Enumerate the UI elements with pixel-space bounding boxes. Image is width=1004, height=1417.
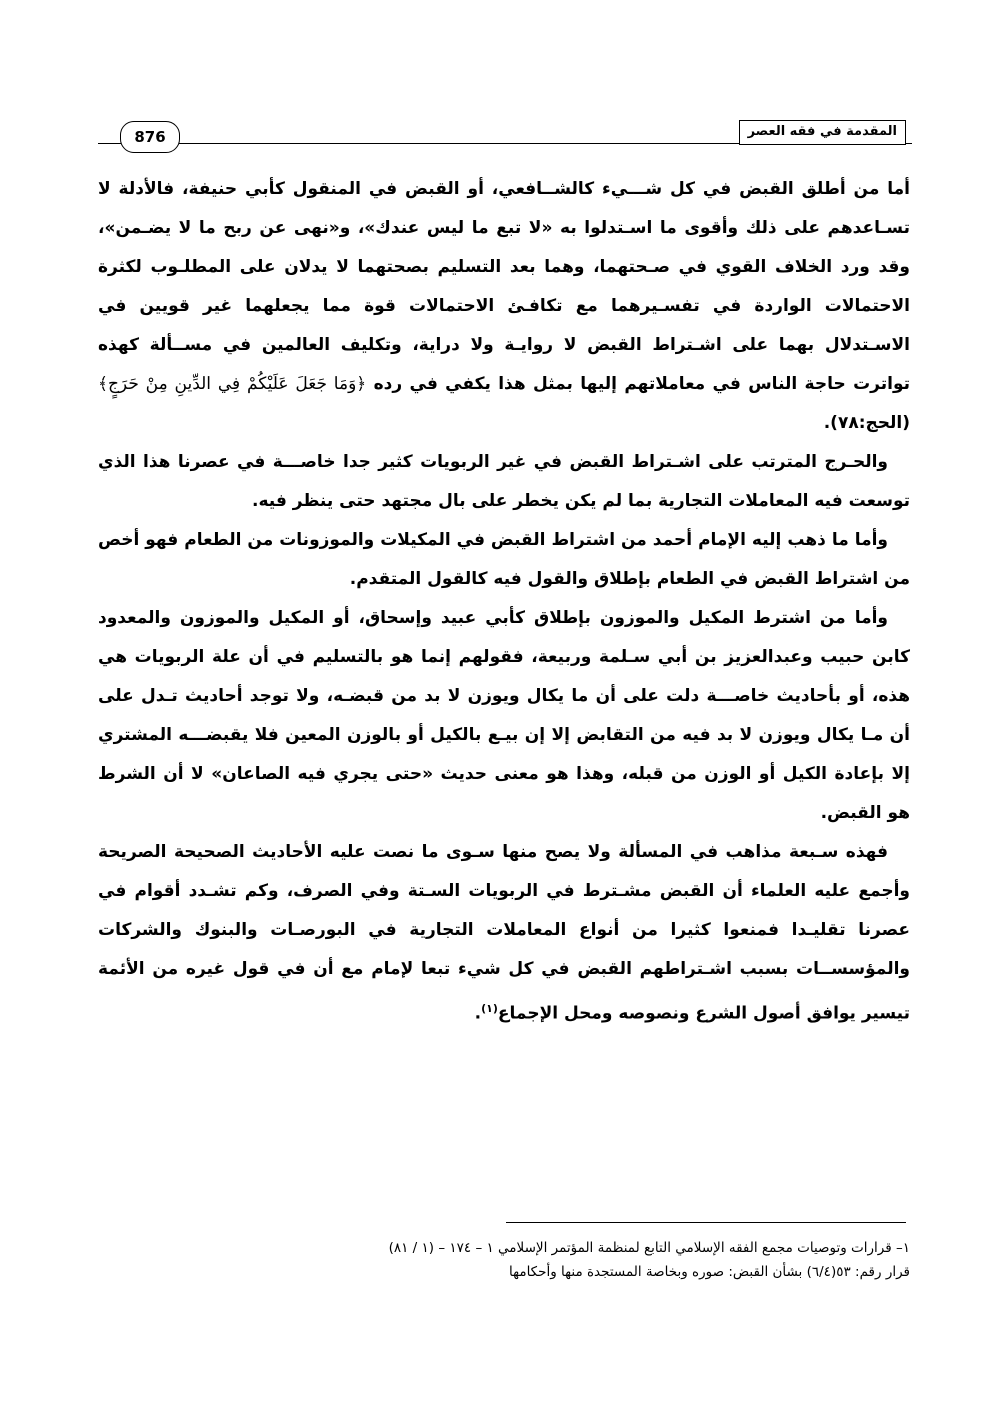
paragraph-2: والحـرج المترتب على اشـتراط القبض في غير الربويات كثير جدا خاصـــة في عصرنا هذا الذي توسعت فيه المعاملات التجارية بما لم يكن يخطر على بال مجتهد حتى ينظر فيه. xyxy=(98,452,910,511)
paragraph-5-end: . xyxy=(474,1003,482,1024)
paragraph-1 xyxy=(98,170,910,443)
book-title: المقدمة في فقه العصر xyxy=(739,120,906,145)
footnotes xyxy=(98,1236,910,1284)
paragraph-4: وأما من اشترط المكيل والموزون بإطلاق كأبي عبيد وإسحاق، أو المكيل والموزون والمعدود كابن حبيب وعبدالعزيز بن أبي سـلمة وربيعة، فقولهم إنما هو بالتسليم في أن علة الربويات هي هذه، أو بأحاديث خاصـــة دلت على أن ما يكال ويوزن لا بد من قبضـه، ولا توجد أحاديث تـدل على أن مـا يكال ويوزن لا بد فيه من التقابض إلا إن بيـع بالكيل أو بالوزن المعين فلا يقبضـــه المشتري إلا بإعادة الكيل أو الوزن من قبله، وهذا هو معنى حديث «حتى يجري فيه الصاعان» لا أن الشرط هو القبض. xyxy=(98,608,910,823)
paragraph-3: وأما ما ذهب إليه الإمام أحمد من اشتراط القبض في المكيلات والموزونات من الطعام فهو أخص من اشتراط القبض في الطعام بإطلاق والقول فيه كالقول المتقدم. xyxy=(98,530,910,589)
body-text xyxy=(98,170,910,1034)
footnote-marker[interactable]: (١) xyxy=(481,1002,498,1015)
quran-verse: ﴿وَمَا جَعَلَ عَلَيْكُمْ فِي الدِّينِ مِنْ حَرَجٍ﴾ xyxy=(98,374,367,394)
paragraph-5-text: فهذه سـبعة مذاهب في المسألة ولا يصح منها سـوى ما نصت عليه الأحاديث الصحيحة الصريحة وأجمع عليه العلماء أن القبض مشـترط في الربويات السـتة وفي الصرف، وكم تشـدد أقوام في عصرنا تقليـدا فمنعوا كثيرا من أنواع المعاملات التجارية في البورصـات والبنوك والشركات والمؤسســات بسبب اشـتراطهم القبض في كل شيء تبعا لإمام مع أن في قول غيره من الأئمة تيسير يوافق أصول الشرع ونصوصه ومحل الإجماع xyxy=(98,842,910,1024)
footnote-line-2: قرار رقم: ٥٣(٦/٤) بشأن القبض: صوره وبخاصة المستجدة منها وأحكامها xyxy=(509,1264,910,1280)
page-number: 876 xyxy=(120,121,180,153)
footnote-rule xyxy=(506,1222,906,1223)
paragraph-1-text: أما من أطلق القبض في كل شـــيء كالشــافعي، أو القبض في المنقول كأبي حنيفة، فالأدلة لا تسـاعدهم على ذلك وأقوى ما اسـتدلوا به «لا تبع ما ليس عندك»، و«نهى عن ربح ما لا يضـمن»، وقد ورد الخلاف القوي في صـحتهما، وهما بعد التسليم بصحتهما لا يدلان على المطلـوب لكثرة الاحتمالات الواردة في تفسـيرهما مع تكافـئ الاحتمالات قوة مما يجعلهما غير قويين في الاسـتدلال بهما على اشـتراط القبض لا روايـة ولا دراية، وتكليف العالمين في مســألة كهذه تواترت حاجة الناس في معاملاتهم إليها بمثل هذا يكفي في رده xyxy=(98,179,911,394)
verse-reference: (الحج:٧٨). xyxy=(823,413,910,433)
paragraph-5 xyxy=(98,833,910,1034)
footnote-line-1: ١– قرارات وتوصيات مجمع الفقه الإسلامي التابع لمنظمة المؤتمر الإسلامي ١ – ١٧٤ – (١ / ٨١) xyxy=(388,1240,910,1256)
